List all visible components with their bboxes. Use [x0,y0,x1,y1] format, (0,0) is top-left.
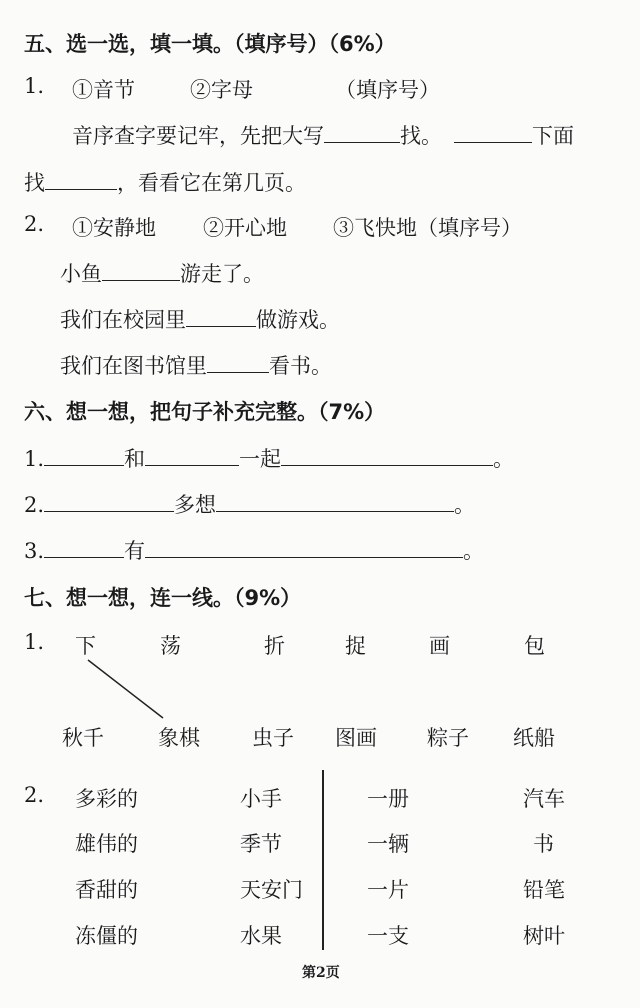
adj-4[interactable]: 冻僵的 [75,924,138,948]
match-bottom-5[interactable]: 粽子 [427,726,469,750]
match-top-3[interactable]: 折 [264,634,285,658]
q2-s3-prefix: 我们在图书馆里 [60,354,207,378]
adj-3[interactable]: 香甜的 [75,878,138,902]
match-bottom-4[interactable]: 图画 [335,726,377,750]
match-top-6[interactable]: 包 [524,634,545,658]
noun-2[interactable]: 季节 [240,832,282,856]
q1-sentence-part-d: 找 [24,171,45,195]
adj-1[interactable]: 多彩的 [75,787,138,811]
match-top-2[interactable]: 荡 [160,634,181,658]
q2-s3-suffix: 看书。 [269,354,332,378]
noun-1[interactable]: 小手 [240,787,282,811]
adj-2[interactable]: 雄伟的 [75,832,138,856]
object-1[interactable]: 汽车 [523,787,565,811]
section7-title: 七、想一想，连一线。（9%） [24,586,302,610]
q2-s1-prefix: 小鱼 [60,262,102,286]
s7-q1-number: 1. [24,630,45,654]
match-top-1[interactable]: 下 [75,634,96,658]
noun-4[interactable]: 水果 [240,924,282,948]
q2-option-2: ②开心地 [203,216,287,240]
match-top-4[interactable]: 捉 [345,634,366,658]
s6-l1-he: 和 [124,447,146,471]
match-bottom-1[interactable]: 秋千 [62,726,104,750]
s6-l2-number: 2. [24,493,45,517]
s6-l2-period: 。 [454,493,476,517]
s6-l1-period: 。 [493,447,515,471]
match-top-5[interactable]: 画 [429,634,450,658]
q2-s2-suffix: 做游戏。 [256,308,340,332]
measure-4[interactable]: 一支 [367,924,409,948]
q1-option-2: ②字母 [190,78,253,102]
object-3[interactable]: 铅笔 [523,878,565,902]
q2-s2-prefix: 我们在校园里 [60,308,186,332]
measure-1[interactable]: 一册 [367,787,409,811]
q1-sentence-part-c: 下面 [532,124,574,148]
noun-3[interactable]: 天安门 [240,878,303,902]
measure-3[interactable]: 一片 [367,878,409,902]
q2-option-1: ①安静地 [72,216,156,240]
s6-l3-you: 有 [124,539,146,563]
s7-q2-number: 2. [24,783,45,807]
page-number: 第2页 [302,965,340,981]
s6-l3-number: 3. [24,539,45,563]
q1-option-1: ①音节 [72,78,135,102]
q1-sentence-part-b: 找。 [400,124,442,148]
s6-l2-duoxiang: 多想 [174,493,217,517]
s6-l3-period: 。 [463,539,485,563]
column-divider [322,770,324,950]
q1-sentence-part-a: 音序查字要记牢，先把大写 [72,124,324,148]
q2-number: 2. [24,212,45,236]
section6-title: 六、想一想，把句子补充完整。（7%） [24,400,386,424]
object-2[interactable]: 书 [533,832,554,856]
q1-number: 1. [24,74,45,98]
q2-option-3: ③飞快地（填序号） [333,216,522,240]
object-4[interactable]: 树叶 [523,924,565,948]
s6-l1-number: 1. [24,447,45,471]
q2-s1-suffix: 游走了。 [180,262,264,286]
match-bottom-6[interactable]: 纸船 [513,726,555,750]
s6-l1-yiqi: 一起 [239,447,282,471]
q1-hint: （填序号） [335,78,440,102]
section5-title: 五、选一选，填一填。（填序号）（6%） [24,32,396,56]
measure-2[interactable]: 一辆 [367,832,409,856]
match-bottom-3[interactable]: 虫子 [252,726,294,750]
match-bottom-2[interactable]: 象棋 [158,726,200,750]
q1-sentence-part-e: ，看看它在第几页。 [117,171,306,195]
